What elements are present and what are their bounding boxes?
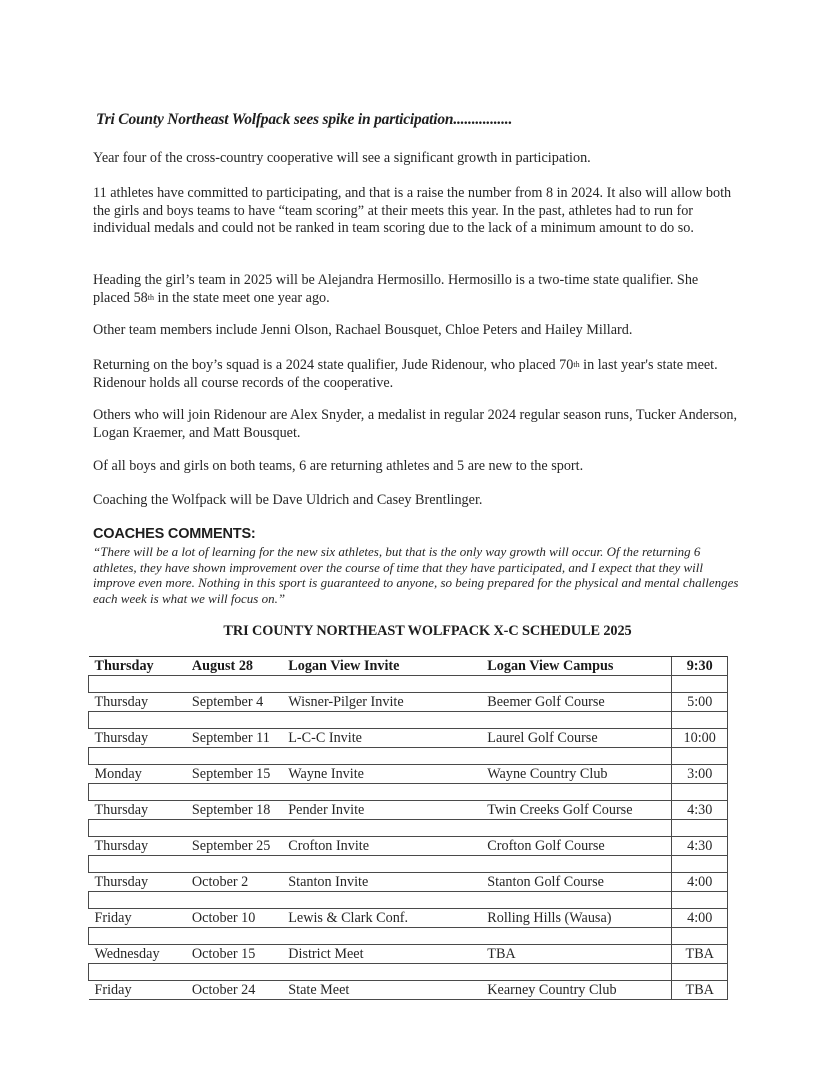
schedule-cell-time: 9:30 (672, 657, 728, 676)
schedule-spacer-cell (672, 892, 728, 909)
schedule-cell-location: Logan View Campus (481, 657, 672, 676)
schedule-cell-day: Thursday (89, 801, 186, 820)
schedule-spacer-row (89, 892, 728, 909)
schedule-spacer-row (89, 820, 728, 837)
schedule-cell-event: District Meet (282, 945, 481, 964)
schedule-spacer-row (89, 712, 728, 729)
schedule-cell-date: September 25 (186, 837, 282, 856)
schedule-cell-location: Laurel Golf Course (481, 729, 672, 748)
paragraph-boys-lead (93, 357, 738, 392)
schedule-cell-location: Rolling Hills (Wausa) (481, 909, 672, 928)
schedule-cell-event: State Meet (282, 981, 481, 1000)
schedule-cell-date: October 10 (186, 909, 282, 928)
schedule-cell-location: Kearney Country Club (481, 981, 672, 1000)
schedule-row (89, 981, 728, 1000)
schedule-table (88, 656, 728, 1000)
ordinal-suffix: th (147, 292, 154, 302)
schedule-spacer-row (89, 964, 728, 981)
schedule-spacer-cell (672, 856, 728, 873)
schedule-cell-date: September 11 (186, 729, 282, 748)
schedule-cell-day: Monday (89, 765, 186, 784)
schedule-spacer-row (89, 748, 728, 765)
schedule-cell-date: October 2 (186, 873, 282, 892)
schedule-spacer-cell (672, 748, 728, 765)
paragraph-athletes: 11 athletes have committed to participating, and that is a raise the number from 8 in 2024. It also will allow both the girls and boys teams to have “team scoring” at their meets this year. In the past, athletes had to run for individual medals and could not be ranked in team scoring due to the lack of a minimum amount to do so. (93, 185, 732, 236)
paragraph-girls-members: Other team members include Jenni Olson, Rachael Bousquet, Chloe Peters and Hailey Millard. (93, 322, 633, 338)
schedule-spacer-cell (89, 892, 672, 909)
paragraph-returning: Of all boys and girls on both teams, 6 are returning athletes and 5 are new to the sport. (93, 458, 584, 474)
schedule-cell-event: L-C-C Invite (282, 729, 481, 748)
paragraph-boys-lead-text-end: in last year's state meet. Ridenour holds all course records of the cooperative. (93, 357, 718, 391)
schedule-row (89, 873, 728, 892)
schedule-cell-date: September 15 (186, 765, 282, 784)
schedule-cell-date: September 4 (186, 693, 282, 712)
schedule-cell-date: August 28 (186, 657, 282, 676)
paragraph-girls-lead-text: Heading the girl’s team in 2025 will be Alejandra Hermosillo. Hermosillo is a two-time state qualifier. She placed 58 (93, 272, 699, 306)
schedule-spacer-cell (89, 964, 672, 981)
schedule-spacer-cell (672, 964, 728, 981)
schedule-spacer-cell (89, 928, 672, 945)
schedule-cell-event: Pender Invite (282, 801, 481, 820)
schedule-cell-time: 4:00 (672, 873, 728, 892)
schedule-row (89, 765, 728, 784)
schedule-cell-event: Logan View Invite (282, 657, 481, 676)
schedule-spacer-cell (89, 712, 672, 729)
schedule-cell-day: Friday (89, 909, 186, 928)
schedule-spacer-cell (89, 748, 672, 765)
schedule-spacer-cell (672, 820, 728, 837)
schedule-cell-location: TBA (481, 945, 672, 964)
schedule-cell-date: October 15 (186, 945, 282, 964)
ordinal-suffix: th (573, 360, 580, 369)
schedule-row (89, 837, 728, 856)
schedule-title-text: TRI COUNTY NORTHEAST WOLFPACK X-C SCHEDULE 2025 (223, 623, 632, 639)
schedule-spacer-row (89, 784, 728, 801)
paragraph-boys-members: Others who will join Ridenour are Alex Snyder, a medalist in regular 2024 regular season runs, Tucker Anderson, Logan Kraemer, and Matt Bousquet. (93, 407, 738, 441)
schedule-spacer-cell (672, 676, 728, 693)
schedule-row (89, 657, 728, 676)
schedule-row (89, 945, 728, 964)
schedule-cell-day: Wednesday (89, 945, 186, 964)
schedule-row (89, 729, 728, 748)
schedule-cell-time: 10:00 (672, 729, 728, 748)
schedule-cell-time: 4:30 (672, 837, 728, 856)
schedule-row (89, 909, 728, 928)
schedule-cell-time: 3:00 (672, 765, 728, 784)
schedule-cell-event: Wisner-Pilger Invite (282, 693, 481, 712)
schedule-cell-time: 5:00 (672, 693, 728, 712)
schedule-spacer-cell (672, 928, 728, 945)
schedule-cell-location: Wayne Country Club (481, 765, 672, 784)
schedule-cell-day: Thursday (89, 837, 186, 856)
schedule-spacer-row (89, 676, 728, 693)
paragraph-girls-lead (93, 272, 738, 307)
schedule-cell-day: Friday (89, 981, 186, 1000)
schedule-spacer-cell (89, 820, 672, 837)
paragraph-girls-lead-text-end: in the state meet one year ago. (154, 289, 330, 306)
schedule-spacer-cell (672, 784, 728, 801)
schedule-spacer-row (89, 856, 728, 873)
schedule-spacer-cell (672, 712, 728, 729)
schedule-cell-location: Stanton Golf Course (481, 873, 672, 892)
schedule-cell-time: 4:30 (672, 801, 728, 820)
coaches-quote: “There will be a lot of learning for the new six athletes, but that is the only way growth will occur. Of the returning 6 athletes, they have shown improvement over the course of time that they have participated, and I expect that they will improve even more. Nothing in this sport is guaranteed to anyone, so being prepared for the physical and mental challenges each week is what we will focus on.” (93, 544, 739, 606)
schedule-cell-date: October 24 (186, 981, 282, 1000)
coaches-comments-heading: COACHES COMMENTS: (93, 526, 256, 542)
schedule-title (0, 623, 835, 640)
schedule-cell-event: Stanton Invite (282, 873, 481, 892)
paragraph-boys-lead-text: Returning on the boy’s squad is a 2024 state qualifier, Jude Ridenour, who placed 70 (93, 357, 574, 373)
schedule-cell-location: Beemer Golf Course (481, 693, 672, 712)
schedule-spacer-row (89, 928, 728, 945)
schedule-cell-event: Lewis & Clark Conf. (282, 909, 481, 928)
schedule-cell-time: 4:00 (672, 909, 728, 928)
paragraph-intro: Year four of the cross-country cooperative will see a significant growth in participation. (93, 150, 591, 166)
schedule-cell-location: Crofton Golf Course (481, 837, 672, 856)
schedule-spacer-cell (89, 856, 672, 873)
schedule-cell-day: Thursday (89, 693, 186, 712)
schedule-cell-event: Crofton Invite (282, 837, 481, 856)
schedule-cell-day: Thursday (89, 873, 186, 892)
schedule-spacer-cell (89, 676, 672, 693)
schedule-spacer-cell (89, 784, 672, 801)
schedule-cell-day: Thursday (89, 729, 186, 748)
schedule-cell-location: Twin Creeks Golf Course (481, 801, 672, 820)
schedule-cell-date: September 18 (186, 801, 282, 820)
schedule-cell-time: TBA (672, 945, 728, 964)
paragraph-coaches: Coaching the Wolfpack will be Dave Uldrich and Casey Brentlinger. (93, 492, 483, 508)
article-headline: Tri County Northeast Wolfpack sees spike in participation................ (96, 111, 513, 128)
schedule-row (89, 693, 728, 712)
schedule-cell-time: TBA (672, 981, 728, 1000)
schedule-cell-day: Thursday (89, 657, 186, 676)
schedule-row (89, 801, 728, 820)
schedule-cell-event: Wayne Invite (282, 765, 481, 784)
